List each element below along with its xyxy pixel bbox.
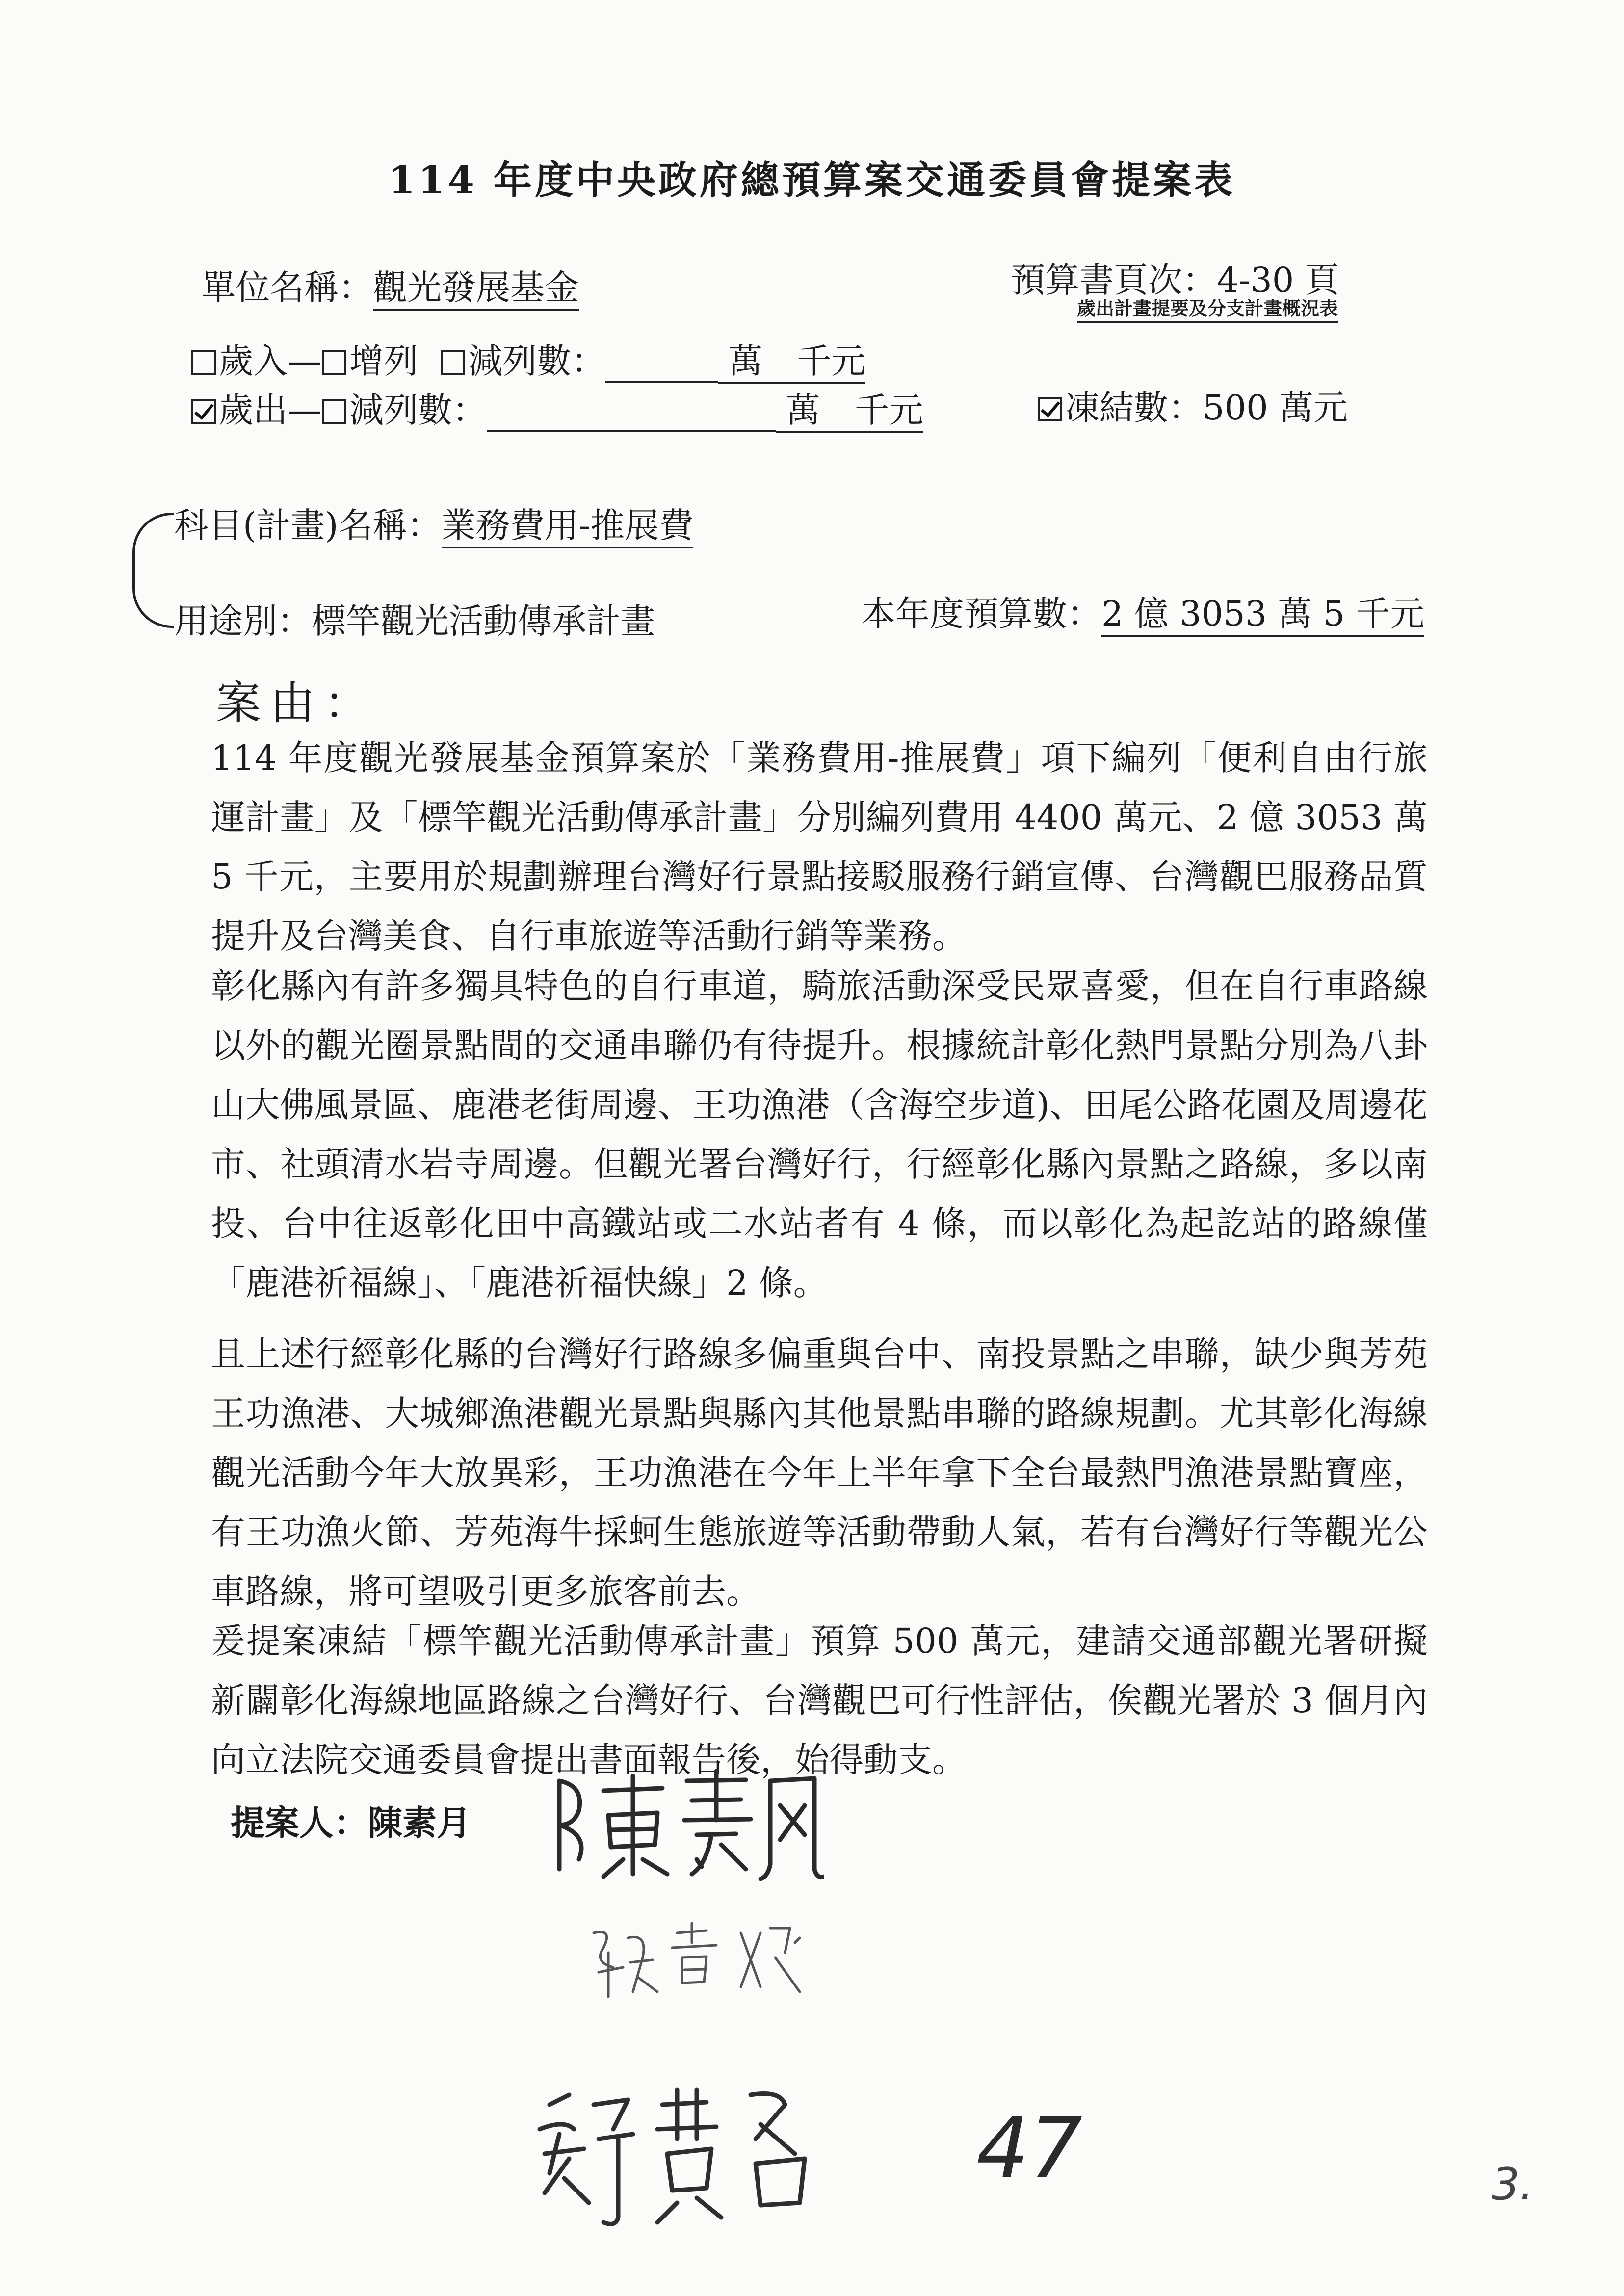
bracket-line <box>132 513 174 628</box>
purpose-row <box>174 594 655 643</box>
proposer-label: 提案人：陳素月 <box>231 1802 471 1843</box>
subject-value: 業務費用-推展費 <box>442 505 694 548</box>
document-title: 114 年度中央政府總預算案交通委員會提案表 <box>389 158 1235 203</box>
subject-label: 科目(計畫)名稱： <box>174 505 442 546</box>
expense-amount-blank[interactable] <box>487 401 776 432</box>
freeze-checkbox[interactable] <box>1038 397 1062 421</box>
freeze-label: 凍結數：500 萬元 <box>1065 388 1348 428</box>
revenue-row <box>191 334 865 383</box>
unit-name-label: 單位名稱： <box>201 267 373 308</box>
handwritten-number: 47 <box>976 2100 1083 2197</box>
add-checkbox[interactable] <box>322 350 346 375</box>
expense-qian: 千元 <box>820 390 923 433</box>
expense-row <box>191 383 923 432</box>
revenue-qian: 千元 <box>762 341 865 384</box>
budget-page-label: 預算書頁次： <box>1011 260 1217 300</box>
cause-paragraph: 114 年度觀光發展基金預算案於「業務費用-推展費」項下編列「便利自由行旅運計畫」及「標竿觀光活動傳承計畫」分別編列費用 4400 萬元、2 億 3053 萬 5 千元，主要用於規劃辦理台灣好行景點接駁服務行銷宣傳、台灣觀巴服務品質提升及台灣美食、自行車旅遊等活動行銷等業務。 <box>211 738 1428 956</box>
cause-paragraph: 彰化縣內有許多獨具特色的自行車道，騎旅活動深受民眾喜愛，但在自行車路線以外的觀光圈景點間的交通串聯仍有待提升。根據統計彰化熱門景點分別為八卦山大佛風景區、鹿港老街周邊、王功漁港（含海空步道)、田尾公路花園及周邊花市、社頭清水岩寺周邊。但觀光署台灣好行，行經彰化縣內景點之路線，多以南投、台中往返彰化田中高鐵站或二水站者有 4 條，而以彰化為起訖站的路線僅「鹿港祈福線」、「鹿港祈福快線」2 條。 <box>211 966 1428 1303</box>
cause-paragraph: 爰提案凍結「標竿觀光活動傳承計畫」預算 500 萬元，建請交通部觀光署研擬新闢彰化海線地區路線之台灣好行、台灣觀巴可行性評估，俟觀光署於 3 個月內向立法院交通委員會提出書面報告後，始得動支。 <box>211 1621 1428 1780</box>
revenue-prefix: 歲入— <box>219 341 322 381</box>
current-budget-row <box>861 586 1424 636</box>
freeze-row <box>1038 380 1348 430</box>
current-budget-label: 本年度預算數： <box>861 594 1101 634</box>
page-mark: 3. <box>1492 2159 1534 2210</box>
expense-reduce-label: 減列數： <box>349 390 487 430</box>
signature-1 <box>550 1761 824 1884</box>
signature-2 <box>584 1913 810 2002</box>
purpose-value: 標竿觀光活動傳承計畫 <box>312 601 655 641</box>
expense-reduce-checkbox[interactable] <box>322 399 346 424</box>
current-budget-value: 2 億 3053 萬 5 千元 <box>1101 594 1424 637</box>
expense-wan: 萬 <box>776 390 820 433</box>
unit-name-row <box>201 260 579 310</box>
cause-heading: 案由： <box>216 677 378 730</box>
revenue-checkbox[interactable] <box>191 350 216 375</box>
expense-prefix: 歲出— <box>219 390 322 430</box>
revenue-reduce-label: 減列數： <box>468 341 606 381</box>
expense-checkbox[interactable] <box>191 399 216 424</box>
revenue-reduce-checkbox[interactable] <box>441 350 465 375</box>
revenue-wan: 萬 <box>718 341 762 384</box>
add-label: 增列 <box>349 341 418 381</box>
subject-row <box>174 498 693 548</box>
unit-name-value: 觀光發展基金 <box>373 267 579 311</box>
purpose-label: 用途別： <box>174 601 312 641</box>
cause-paragraph: 且上述行經彰化縣的台灣好行路線多偏重與台中、南投景點之串聯，缺少與芳苑王功漁港、大城鄉漁港觀光景點與縣內其他景點串聯的路線規劃。尤其彰化海線觀光活動今年大放異彩，王功漁港在今年上半年拿下全台最熱門漁港景點寶座，有王功漁火節、芳苑海牛採蚵生態旅遊等活動帶動人氣，若有台灣好行等觀光公車路線，將可望吸引更多旅客前去。 <box>211 1334 1428 1612</box>
budget-page-value: 4-30 頁 <box>1217 260 1339 300</box>
revenue-amount-blank[interactable] <box>605 352 718 383</box>
signature-3 <box>530 2075 883 2232</box>
budget-page-subtitle: 歲出計畫提要及分支計畫概況表 <box>1077 293 1338 323</box>
